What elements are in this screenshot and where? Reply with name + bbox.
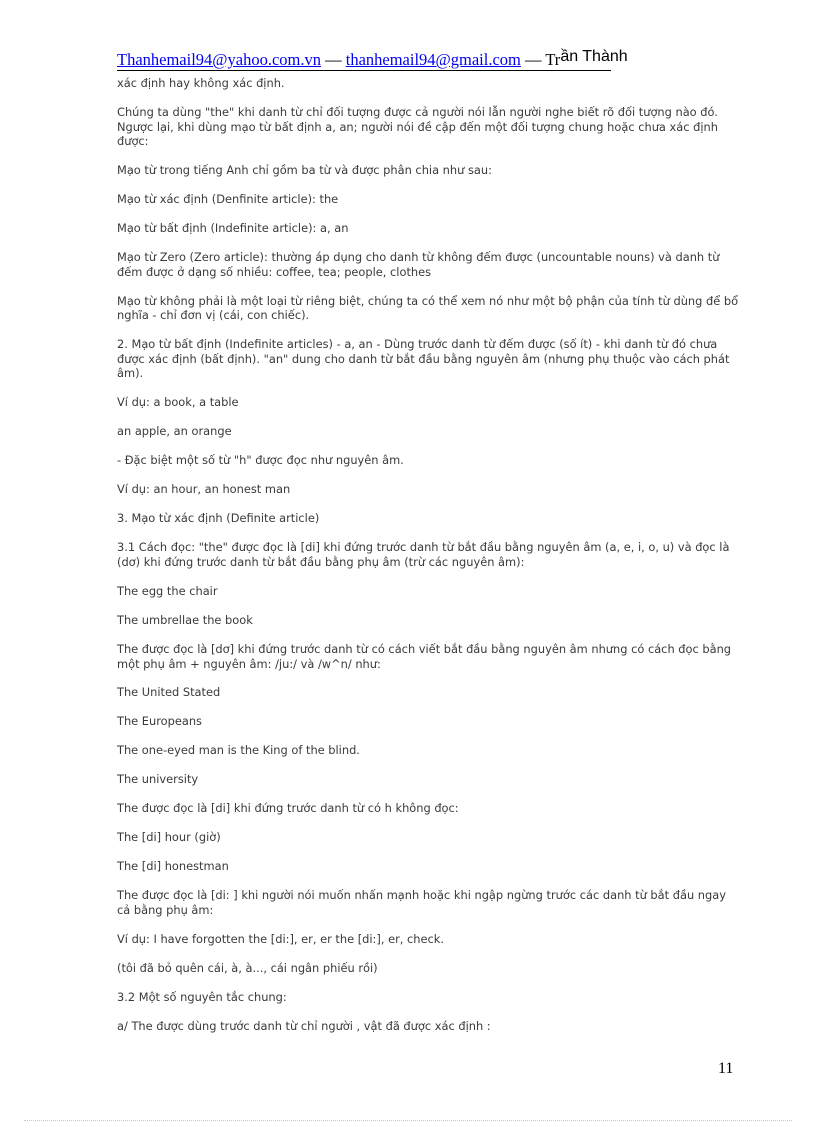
paragraph: xác định hay không xác định. — [117, 76, 285, 90]
paragraph: 3.1 Cách đọc: "the" được đọc là [di] khi đứng trước danh từ bắt đầu bằng nguyên âm (a, e, i, o, u) và đọc là (dơ) khi đứng trước danh từ bắt đầu bằng phụ âm (trừ các nguyên âm): — [117, 540, 730, 569]
paragraph: - Đặc biệt một số từ "h" được đọc như nguyên âm. — [117, 453, 404, 468]
header-rule — [117, 70, 611, 71]
section-heading: 3. Mạo từ xác định (Definite article) — [117, 511, 320, 526]
example: an apple, an orange — [117, 424, 232, 439]
document-body — [117, 76, 742, 1048]
example: Ví dụ: I have forgotten the [di:], er, er the [di:], er, check. — [117, 931, 444, 946]
example: The umbrellae the book — [117, 612, 253, 627]
page-number: 11 — [718, 1060, 734, 1077]
example: Ví dụ: an hour, an honest man — [117, 482, 291, 497]
example: The one-eyed man is the King of the blind. — [117, 743, 360, 758]
example: The Europeans — [117, 714, 202, 729]
example: Ví dụ: a book, a table — [117, 395, 239, 410]
paragraph: Mạo từ Zero (Zero article): thường áp dụng cho danh từ không đếm được (uncountable nouns) và danh từ đếm được ở dạng số nhiều: coffee, tea; people, clothes — [117, 250, 720, 279]
translation: (tôi đã bỏ quên cái, à, à..., cái ngân phiếu rồi) — [117, 960, 378, 975]
example: The egg the chair — [117, 583, 218, 598]
email-link-gmail[interactable]: thanhemail94@gmail.com — [345, 50, 521, 69]
section-heading: 2. Mạo từ bất định (Indefinite articles) - a, an - Dùng trước danh từ đếm được (số ít) - khi danh từ đó chưa được xác định (bất định). "an" dung cho danh từ bắt đầu bằng nguyên âm (nhưng phụ thuộc vào cách phát âm). — [117, 337, 730, 381]
email-link-yahoo[interactable]: Thanhemail94@yahoo.com.vn — [117, 50, 321, 69]
author-name-end: ần Thành — [560, 48, 628, 65]
paragraph: Mạo từ trong tiếng Anh chỉ gồm ba từ và được phân chia như sau: — [117, 163, 492, 178]
page-header — [117, 50, 757, 76]
page-bottom-divider — [24, 1120, 792, 1121]
author-name-start: Tr — [545, 50, 561, 69]
paragraph: a/ The được dùng trước danh từ chỉ người , vật đã được xác định : — [117, 1018, 491, 1033]
paragraph: Chúng ta dùng "the" khi danh từ chỉ đối tượng được cả người nói lẫn người nghe biết rõ đối tượng nào đó. Ngược lại, khi dùng mạo từ bất định a, an; người nói đề cập đến một đối tượng chung hoặc chưa xác định được: — [117, 104, 718, 149]
paragraph: The được đọc là [dơ] khi đứng trước danh từ có cách viết bắt đầu bằng nguyên âm nhưng có cách đọc bằng một phụ âm + nguyên âm: /ju:/ và /w^n/ như: — [117, 641, 732, 671]
section-heading: 3.2 Một số nguyên tắc chung: — [117, 989, 287, 1004]
paragraph: Mạo từ xác định (Denfinite article): the — [117, 192, 339, 207]
paragraph: Mạo từ bất định (Indefinite article): a, an — [117, 221, 349, 236]
paragraph: Mạo từ không phải là một loại từ riêng biệt, chúng ta có thể xem nó như một bộ phận của tính từ dùng để bổ nghĩa - chỉ đơn vị (cái, con chiếc). — [117, 293, 739, 323]
example: The [di] hour (giờ) — [117, 830, 221, 845]
example: The [di] honestman — [117, 859, 229, 874]
paragraph: The được đọc là [di] khi đứng trước danh từ có h không đọc: — [117, 801, 459, 816]
header-separator: — — [520, 50, 546, 69]
header-separator: — — [320, 50, 346, 69]
paragraph: The được đọc là [di: ] khi người nói muốn nhấn mạnh hoặc khi ngập ngừng trước các danh từ bắt đầu ngay cả bằng phụ âm: — [117, 888, 726, 917]
example: The university — [117, 772, 199, 787]
example: The United Stated — [117, 685, 221, 700]
